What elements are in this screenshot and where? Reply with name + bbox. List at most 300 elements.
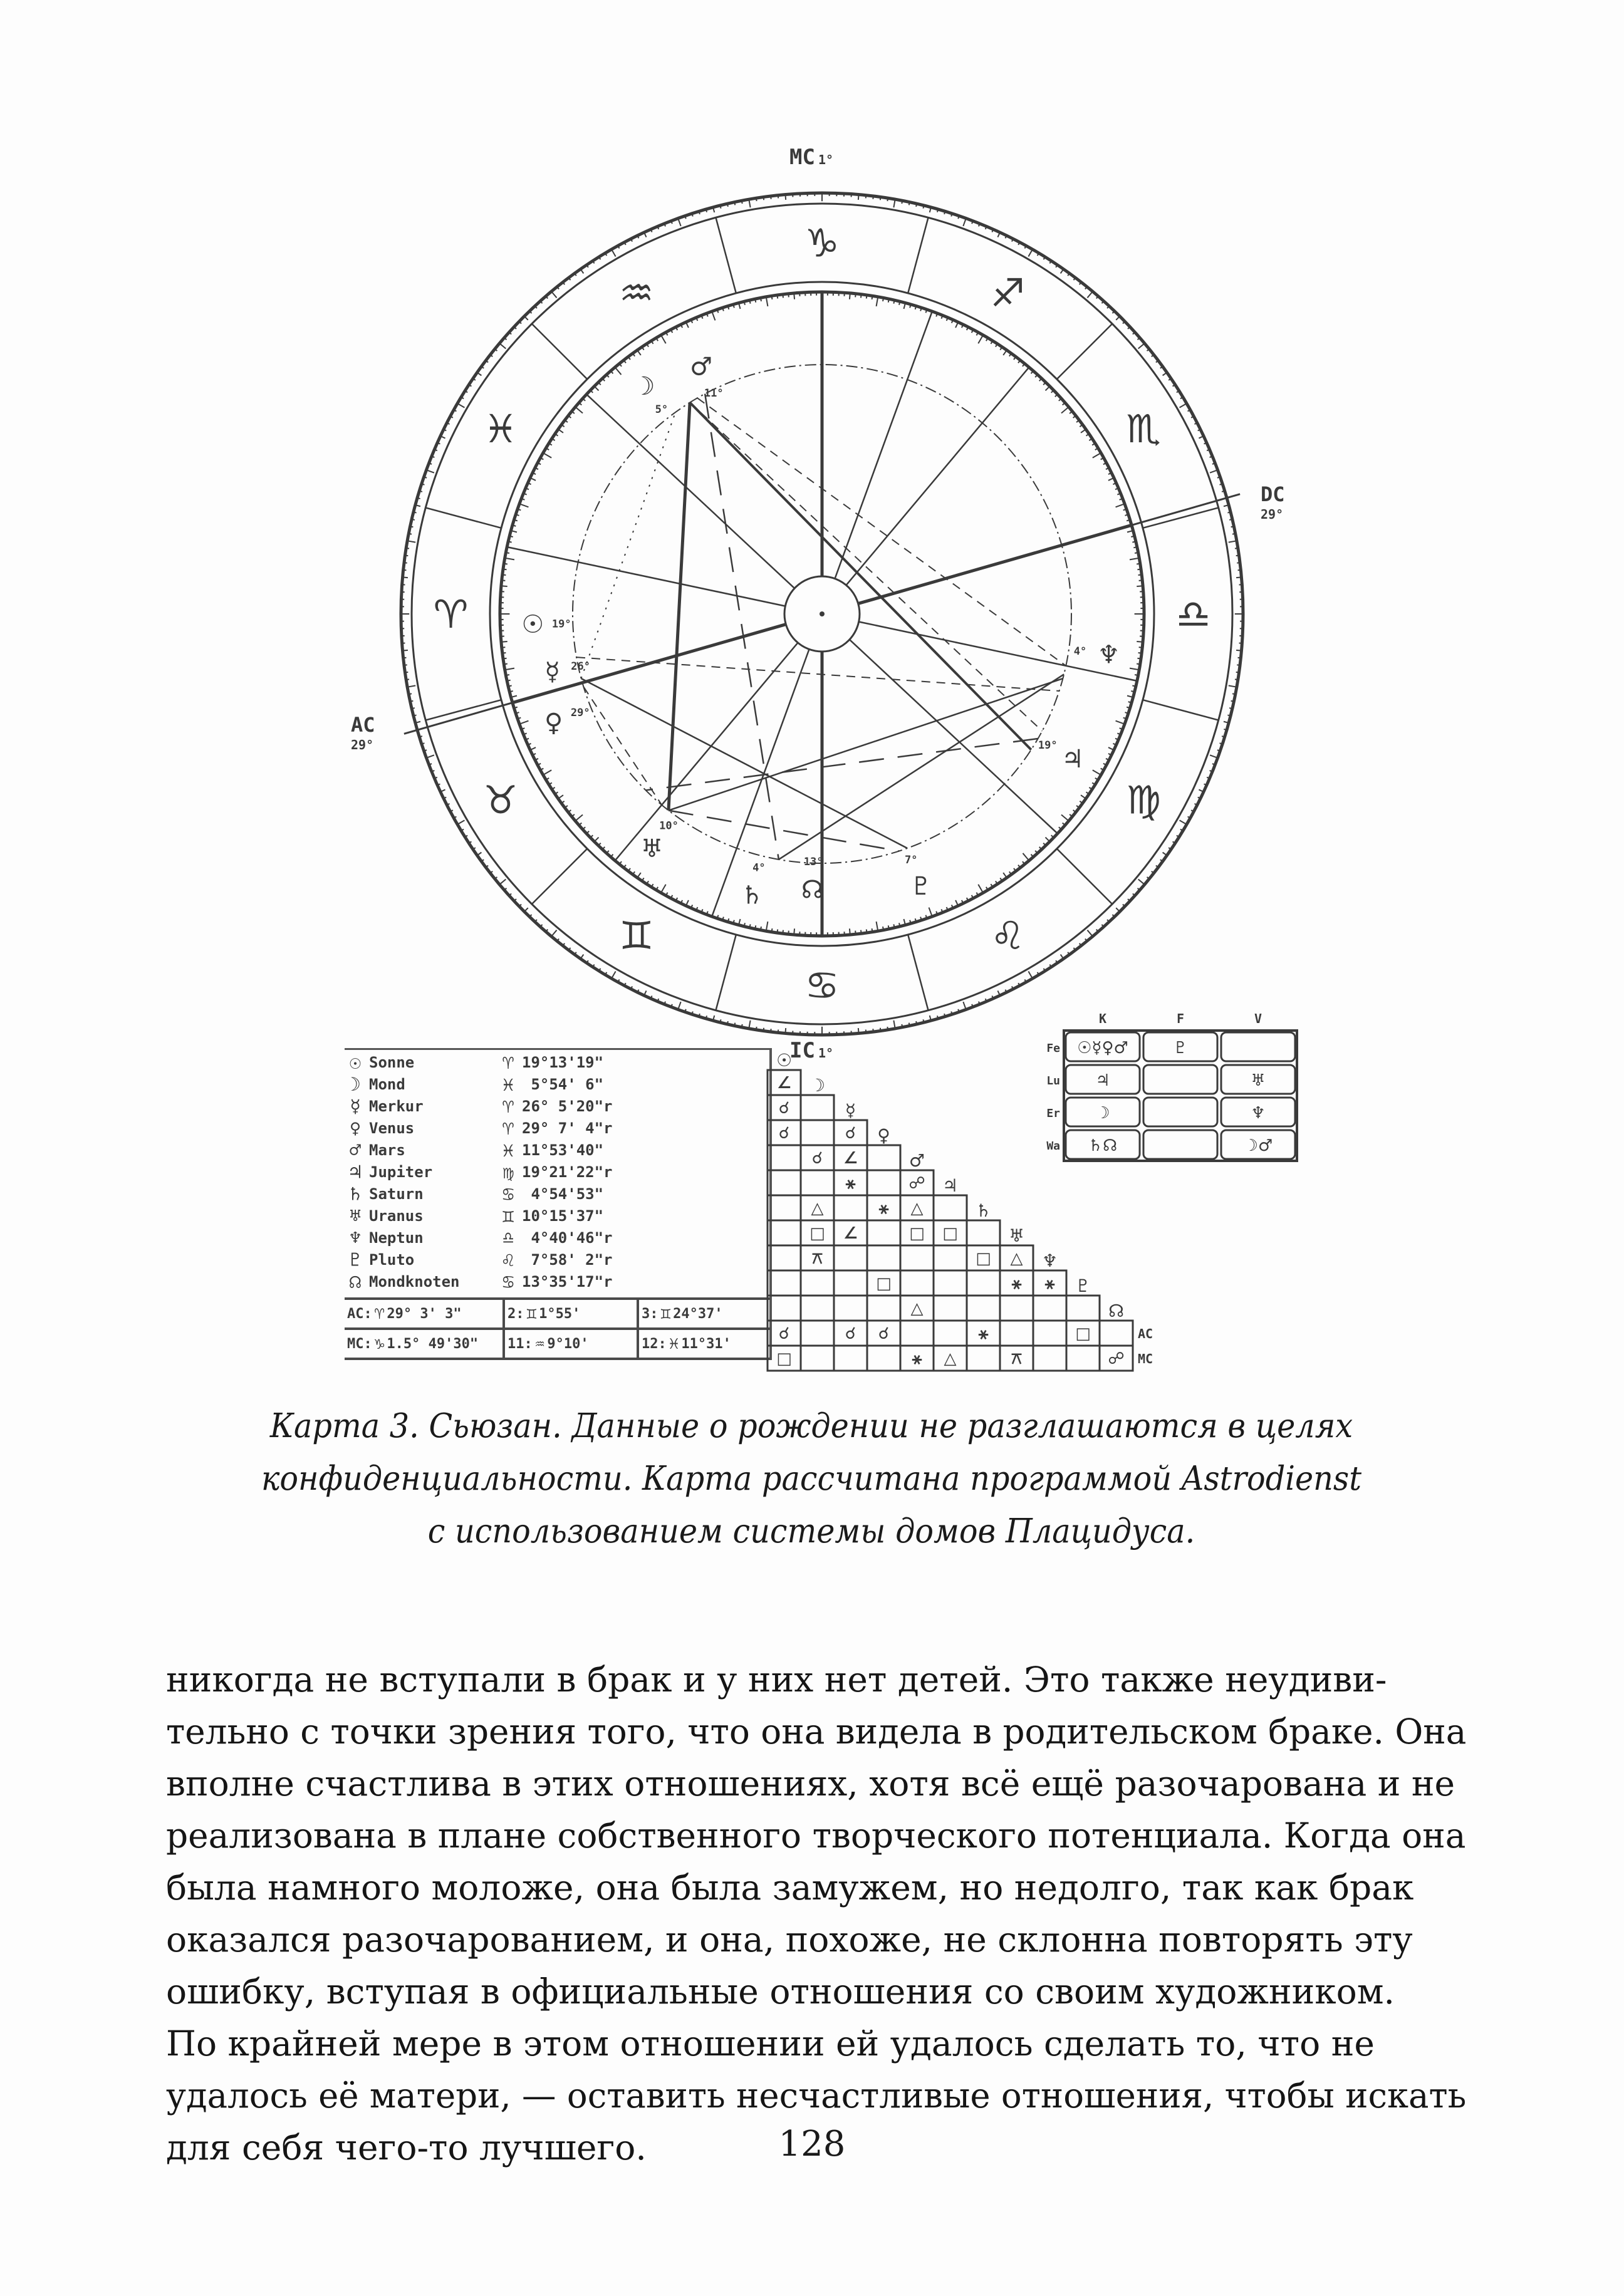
degree-tick: [858, 1028, 859, 1033]
degree-tick: [406, 548, 409, 549]
degree-tick: [877, 922, 878, 931]
planet-name: Mondknoten: [369, 1273, 460, 1291]
degree-tick: [734, 202, 735, 205]
aspect-grid-planet-icon: ♄: [975, 1200, 992, 1221]
sign-glyph-icon: ♍: [502, 1161, 514, 1183]
planet-glyph-icon: ☽: [349, 1073, 362, 1096]
house-cusp-cell: [345, 1330, 502, 1358]
house-cusp: [835, 311, 932, 579]
degree-tick: [1131, 536, 1134, 537]
degree-tick: [502, 580, 506, 581]
aspect-symbol-icon: ☌: [778, 1099, 790, 1118]
degree-tick: [766, 922, 768, 931]
planet-position: 26° 5'20"r: [522, 1098, 613, 1115]
aspect-symbol-icon: □: [909, 1224, 925, 1243]
degree-tick: [678, 219, 681, 226]
ac-axis: [404, 703, 513, 734]
planet-row: [341, 1205, 603, 1227]
house-cusp: [846, 367, 1029, 585]
planet-name: Uranus: [369, 1207, 424, 1225]
aspect-cell: [768, 1245, 801, 1270]
moon-icon: ☽: [632, 371, 655, 401]
degree-tick: [543, 770, 551, 775]
aspect-cell: [768, 1220, 801, 1245]
planet-position: 19°21'22"r: [522, 1163, 613, 1181]
degree-tick: [1093, 453, 1101, 458]
aspect-cell: [1000, 1321, 1033, 1346]
degree-tick: [1059, 398, 1061, 401]
degree-tick: [403, 577, 408, 578]
element-cell-planets: ☉☿♀♂: [1077, 1039, 1128, 1057]
planet-position: 10°15'37": [522, 1207, 604, 1225]
degree-tick: [1238, 570, 1241, 571]
degree-tick: [419, 491, 422, 492]
house-label: 2:: [508, 1306, 524, 1322]
degree-tick: [579, 823, 581, 826]
degree-tick: [602, 378, 605, 381]
house-sign-icon: ♈: [374, 1304, 385, 1323]
house-cusp-row: [345, 1297, 771, 1327]
planet-glyph-icon: ♃: [349, 1161, 362, 1183]
sign-glyph-icon: ♈: [502, 1095, 514, 1118]
degree-tick: [1039, 378, 1042, 381]
planet-name: Jupiter: [369, 1163, 433, 1181]
aspect-cell: [801, 1270, 834, 1296]
sign-boundary: [1057, 324, 1112, 379]
planet-position: 13°35'17"r: [522, 1273, 613, 1291]
sign-boundary: [532, 849, 587, 904]
aspect-cell: [867, 1245, 900, 1270]
degree-tick: [909, 202, 910, 205]
degree-tick: [785, 1028, 786, 1033]
planet-position: 19°13'19": [522, 1054, 604, 1071]
degree-tick: [611, 371, 613, 373]
ic-degree: 1°: [818, 1046, 834, 1061]
aspect-grid-planet-icon: ♃: [942, 1175, 959, 1196]
dc-degree: 29°: [1261, 507, 1284, 522]
element-row-header: Lu: [1046, 1074, 1060, 1088]
degree-tick: [899, 923, 900, 926]
sign-glyph-icon: ♈: [502, 1117, 514, 1140]
planet-position: 4°40'46"r: [522, 1229, 613, 1247]
degree-tick: [590, 390, 593, 393]
planet-row: [341, 1227, 613, 1249]
sign-glyph-icon: ♎: [502, 1227, 514, 1249]
mars-degree: 11°: [704, 387, 724, 400]
degree-tick: [1046, 838, 1050, 842]
uranus-degree: 10°: [659, 819, 679, 833]
degree-tick: [1087, 930, 1092, 937]
aspect-line: [705, 394, 779, 860]
degree-tick: [1222, 736, 1225, 737]
degree-tick: [1035, 375, 1038, 377]
aspect-cell: [834, 1195, 867, 1220]
aspect-cell: [834, 1346, 867, 1371]
degree-tick: [505, 558, 514, 560]
aspect-cell: [1033, 1346, 1066, 1371]
house-label: AC:: [347, 1306, 372, 1322]
degree-tick: [963, 219, 966, 226]
aspect-grid-planet-icon: ☊: [1108, 1301, 1124, 1321]
aspect-cell: [934, 1245, 967, 1270]
degree-tick: [1133, 547, 1137, 548]
sign-glyph-icon: ♌: [502, 1249, 514, 1271]
degree-tick: [412, 708, 415, 709]
degree-tick: [858, 195, 859, 200]
aspect-cell: [934, 1296, 967, 1321]
node-degree: 13°: [803, 855, 823, 868]
degree-tick: [575, 814, 583, 821]
neptune-degree: 4°: [1073, 645, 1087, 658]
zodiac-sign-gemini-icon: ♊: [618, 913, 654, 959]
aspect-cell: [768, 1195, 801, 1220]
degree-tick: [1229, 708, 1232, 709]
house-cusp: [850, 640, 1058, 834]
degree-tick: [734, 1023, 735, 1026]
aspect-grid-planet-icon: ♂: [908, 1150, 925, 1171]
planet-name: Sonne: [369, 1054, 415, 1071]
element-modality-grid: [1033, 1005, 1308, 1168]
aspect-line: [669, 402, 690, 810]
aspect-symbol-icon: □: [976, 1249, 991, 1268]
degree-tick: [575, 407, 583, 413]
sign-boundary: [1143, 700, 1219, 720]
degree-tick: [661, 885, 666, 893]
degree-tick: [872, 928, 873, 932]
degree-tick: [909, 1023, 910, 1026]
degree-tick: [944, 1014, 945, 1017]
degree-tick: [720, 1019, 721, 1022]
aspect-grid-planet-icon: ♇: [1075, 1275, 1091, 1296]
aspect-cell: [801, 1296, 834, 1321]
degree-tick: [1081, 429, 1086, 433]
degree-tick: [963, 1002, 966, 1009]
aspect-symbol-icon: ⚹: [912, 1349, 922, 1368]
zodiac-sign-scorpio-icon: ♏: [1126, 405, 1161, 452]
degree-tick: [788, 294, 789, 298]
aspect-cell: [834, 1270, 867, 1296]
degree-tick: [505, 668, 514, 670]
degree-tick: [888, 925, 889, 928]
degree-tick: [788, 931, 789, 935]
neptune-icon: ♆: [1097, 640, 1120, 670]
degree-tick: [1130, 558, 1139, 560]
aspect-cell: [967, 1296, 1000, 1321]
degree-tick: [1063, 823, 1065, 826]
degree-tick: [855, 294, 856, 298]
planet-row: [341, 1249, 613, 1270]
mc-label: MC: [789, 145, 815, 170]
degree-tick: [951, 214, 952, 217]
element-cell: [1143, 1098, 1217, 1126]
degree-tick: [756, 198, 757, 201]
degree-tick: [1231, 701, 1234, 702]
degree-tick: [1003, 873, 1007, 878]
degree-tick: [410, 526, 414, 527]
degree-tick: [772, 296, 773, 299]
degree-tick: [419, 736, 422, 737]
degree-tick: [712, 311, 715, 320]
aspect-symbol-icon: △: [910, 1199, 924, 1218]
degree-tick: [778, 195, 779, 199]
aspect-symbol-icon: ☌: [878, 1324, 890, 1343]
body-line: тельно с точки зрения того, что она видела в родительском браке. Она: [166, 1712, 1467, 1752]
degree-tick: [406, 679, 409, 680]
body-line: реализована в плане собственного творческого потенциала. Когда она: [166, 1816, 1466, 1856]
degree-tick: [1224, 729, 1227, 730]
aspect-symbol-icon: △: [944, 1349, 957, 1368]
house-cusp-cell: [502, 1330, 637, 1358]
planet-position: 5°54' 6": [522, 1076, 604, 1093]
house-cusp: [507, 547, 785, 606]
degree-tick: [602, 847, 605, 849]
planet-name: Neptun: [369, 1229, 424, 1247]
degree-tick: [778, 1030, 779, 1033]
aspect-symbol-icon: □: [809, 1224, 825, 1243]
degree-tick: [749, 924, 750, 927]
degree-tick: [756, 1027, 757, 1030]
degree-tick: [612, 249, 616, 256]
element-cell: [1221, 1032, 1295, 1061]
planet-row: [341, 1052, 603, 1073]
sign-glyph-icon: ♓: [502, 1073, 514, 1096]
degree-tick: [1220, 743, 1223, 744]
degree-tick: [1137, 658, 1141, 659]
zodiac-sign-cancer-icon: ♋: [804, 962, 840, 1009]
element-row-header: Fe: [1046, 1042, 1060, 1055]
degree-tick: [509, 691, 513, 692]
element-cell-planets: ☽: [1095, 1104, 1110, 1123]
degree-tick: [866, 1030, 867, 1033]
degree-tick: [727, 204, 728, 207]
body-line: По крайней мере в этом отношении ей удалось сделать то, что не: [166, 2023, 1375, 2064]
degree-tick: [457, 820, 464, 824]
aspect-symbol-icon: ⚹: [978, 1324, 989, 1343]
aspect-symbol-icon: □: [776, 1349, 792, 1368]
degree-tick: [499, 879, 506, 884]
jupiter-degree: 19°: [1038, 739, 1058, 752]
mercury-degree: 26°: [571, 660, 590, 673]
house-sign-icon: ♊: [526, 1304, 537, 1323]
house-label: 11:: [508, 1336, 533, 1352]
element-column-header: V: [1254, 1011, 1262, 1026]
aspect-cell: [1000, 1296, 1033, 1321]
aspect-cell: [867, 1346, 900, 1371]
degree-tick: [502, 574, 506, 575]
planet-row: [341, 1118, 613, 1139]
degree-tick: [744, 301, 745, 304]
degree-tick: [637, 873, 641, 878]
aspect-symbol-icon: □: [876, 1274, 892, 1293]
house-sign-icon: ♊: [660, 1304, 671, 1323]
zodiac-sign-pisces-icon: ♓: [483, 405, 518, 452]
jupiter-icon: ♃: [1061, 745, 1085, 774]
body-line: оказался разочарованием, и она, похоже, не склонна повторять эту: [166, 1919, 1413, 1960]
aspect-cell: [934, 1270, 967, 1296]
degree-tick: [595, 387, 599, 391]
degree-tick: [1093, 770, 1101, 775]
degree-tick: [749, 300, 750, 303]
house-label: MC:: [347, 1336, 372, 1352]
planet-glyph-icon: ♂: [349, 1139, 362, 1161]
planet-row: [341, 1271, 613, 1292]
sign-boundary: [716, 217, 736, 293]
house-value: 1°55': [539, 1306, 581, 1322]
degree-tick: [1131, 691, 1134, 692]
degree-tick: [929, 908, 932, 917]
house-cusp: [859, 621, 1137, 680]
body-paragraph: [166, 1654, 1466, 2174]
element-cell-planets: ☽♂: [1243, 1136, 1273, 1155]
body-line: никогда не вступали в брак и у них нет детей. Это также неудиви-: [166, 1660, 1387, 1700]
degree-tick: [1051, 835, 1054, 838]
house-cusp-row: [345, 1327, 771, 1358]
degree-tick: [887, 198, 888, 201]
degree-tick: [1180, 403, 1187, 408]
degree-tick: [944, 211, 945, 214]
aspect-symbol-icon: ☌: [845, 1124, 856, 1143]
degree-tick: [1210, 755, 1217, 758]
degree-tick: [1046, 387, 1050, 391]
page-number: 128: [778, 2124, 846, 2164]
aspect-cell: [1100, 1321, 1133, 1346]
degree-tick: [1003, 350, 1007, 355]
dc-label: DC: [1261, 482, 1285, 506]
caption-line: конфиденциальности. Карта рассчитана программой Astrodienst: [261, 1460, 1362, 1498]
element-cell: [1143, 1130, 1217, 1159]
zodiac-sign-leo-icon: ♌: [990, 913, 1026, 959]
degree-tick: [916, 204, 917, 207]
degree-tick: [509, 536, 513, 537]
house-sign-icon: ♑: [374, 1334, 385, 1353]
sign-glyph-icon: ♈: [502, 1051, 514, 1074]
degree-tick: [937, 209, 938, 212]
body-line: удалось её матери, — оставить несчастливые отношения, чтобы искать: [166, 2075, 1467, 2116]
aspect-cell: [967, 1220, 1000, 1245]
aspect-cell: [900, 1321, 934, 1346]
degree-tick: [755, 299, 756, 302]
degree-tick: [606, 375, 609, 377]
degree-tick: [403, 650, 408, 651]
degree-tick: [1138, 343, 1145, 348]
degree-tick: [405, 672, 409, 673]
table-top-rule: [345, 1048, 771, 1050]
aspect-cell: [1066, 1296, 1100, 1321]
caption-line: Карта 3. Сьюзан. Данные о рождении не разглашаются в целях: [269, 1407, 1353, 1445]
degree-tick: [1051, 390, 1054, 393]
aspect-line: [583, 687, 662, 805]
degree-tick: [1035, 851, 1038, 853]
degree-tick: [678, 1002, 681, 1009]
degree-tick: [937, 1016, 938, 1019]
planet-position: 29° 7' 4"r: [522, 1119, 613, 1137]
degree-tick: [598, 382, 601, 385]
degree-tick: [1236, 650, 1241, 651]
degree-tick: [405, 555, 409, 556]
degree-tick: [1081, 795, 1086, 799]
pluto-degree: 7°: [905, 853, 918, 866]
degree-tick: [508, 541, 511, 542]
degree-tick: [1116, 316, 1120, 320]
planet-glyph-icon: ♆: [349, 1227, 362, 1249]
degree-tick: [595, 838, 599, 842]
aspect-cell: [867, 1170, 900, 1195]
pluto-icon: ♇: [910, 872, 932, 901]
degree-tick: [1116, 721, 1125, 724]
house-value: 9°10': [547, 1336, 589, 1352]
uranus-icon: ♅: [640, 834, 664, 863]
degree-tick: [551, 930, 556, 937]
aspect-cell: [801, 1095, 834, 1120]
degree-tick: [1138, 879, 1145, 884]
degree-tick: [1130, 668, 1139, 670]
planet-name: Venus: [369, 1119, 415, 1137]
degree-tick: [1043, 843, 1046, 846]
element-row-header: Er: [1046, 1107, 1060, 1120]
degree-tick: [412, 519, 415, 520]
degree-tick: [1063, 403, 1065, 405]
aspect-cell: [1033, 1296, 1066, 1321]
element-row-header: Wa: [1046, 1140, 1060, 1153]
degree-tick: [606, 851, 609, 853]
degree-tick: [923, 205, 924, 209]
caption-line: с использованием системы домов Плацидуса.: [427, 1512, 1195, 1551]
degree-tick: [766, 297, 768, 306]
aspect-cell: [768, 1170, 801, 1195]
mc-degree: 1°: [818, 152, 834, 167]
degree-tick: [524, 316, 528, 320]
house-sign-icon: ♒: [534, 1334, 545, 1353]
degree-tick: [519, 504, 528, 507]
degree-tick: [699, 1014, 700, 1017]
degree-tick: [1138, 574, 1142, 575]
house-cusp-cell: [345, 1300, 502, 1327]
degree-tick: [951, 1012, 952, 1015]
aspect-symbol-icon: ∠: [776, 1074, 792, 1093]
aspect-grid-ac-label: AC: [1138, 1326, 1153, 1341]
aspect-cell: [801, 1120, 834, 1145]
degree-tick: [872, 296, 873, 299]
house-value: 11°31': [681, 1336, 731, 1352]
sign-boundary: [425, 507, 501, 527]
planet-row: [341, 1161, 613, 1183]
degree-tick: [508, 685, 511, 686]
planet-positions-table: [341, 1043, 774, 1369]
wheel-center-dot: [820, 611, 825, 616]
degree-tick: [637, 350, 641, 355]
degree-tick: [615, 367, 622, 375]
aspect-symbol-icon: ⚹: [1011, 1274, 1022, 1293]
degree-tick: [502, 647, 506, 648]
degree-tick: [893, 924, 894, 927]
house-cusp: [586, 394, 794, 588]
degree-tick: [1232, 693, 1236, 694]
planet-name: Saturn: [369, 1185, 424, 1203]
element-column-header: K: [1098, 1011, 1107, 1026]
aspect-line: [581, 678, 908, 848]
planet-row: [341, 1096, 613, 1117]
degree-tick: [551, 291, 556, 298]
house-sign-icon: ♓: [669, 1334, 679, 1353]
aspect-symbol-icon: ⚻: [811, 1249, 823, 1268]
aspect-cell: [967, 1270, 1000, 1296]
house-cusp: [858, 525, 1132, 603]
planet-glyph-icon: ☉: [349, 1051, 362, 1074]
degree-tick: [1235, 548, 1238, 549]
element-column-header: F: [1176, 1011, 1185, 1026]
degree-tick: [706, 209, 707, 212]
degree-tick: [1028, 972, 1033, 979]
